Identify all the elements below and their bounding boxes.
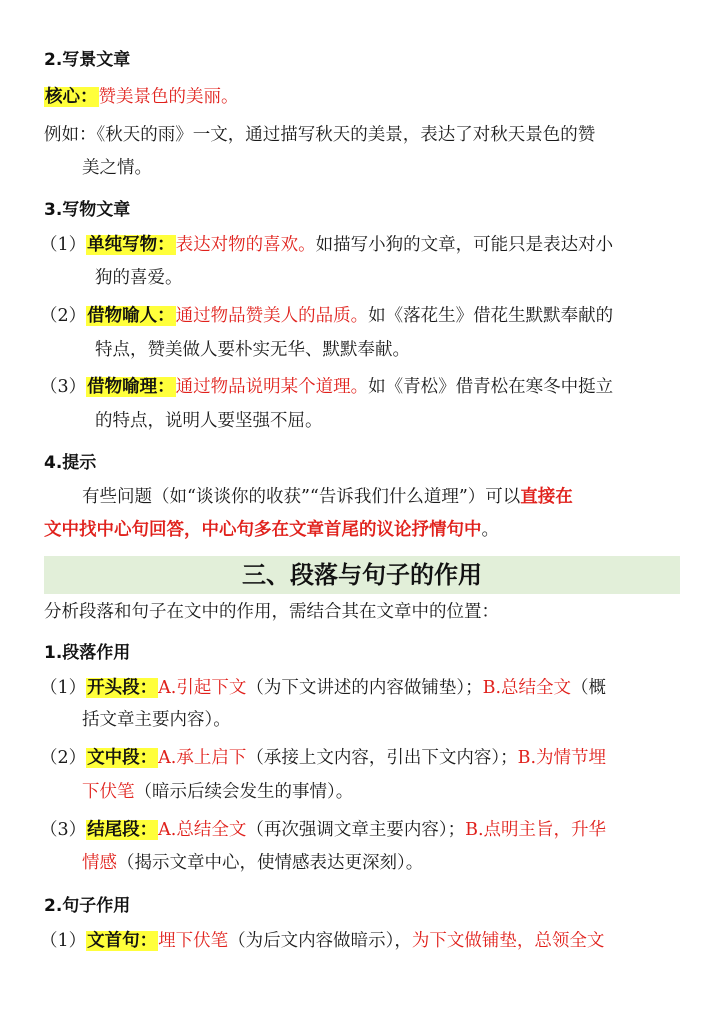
object-item-2	[40, 304, 613, 328]
tip-line-2	[44, 518, 499, 542]
core-label: 核心：	[45, 87, 98, 107]
item-point-b: B.点明主旨，升华	[465, 820, 607, 840]
item-number: （1）	[40, 235, 87, 255]
example-line-1: 例如：《秋天的雨》一文，通过描写秋天的美景，表达了对秋天景色的赞	[44, 125, 596, 145]
paragraph-item-3	[40, 818, 606, 842]
tip-text: 有些问题（如“谈谈你的收获”“告诉我们什么道理”）可以	[82, 487, 521, 507]
item-number: （2）	[40, 748, 87, 768]
item-label: 开头段：	[87, 678, 158, 698]
paragraph-item-1-line-2	[82, 708, 231, 732]
item-red-text: 通过物品赞美人的品质。	[175, 306, 369, 326]
heading-paragraph-function: 1.段落作用	[44, 643, 131, 663]
item-text: （暗示后续会发生的事情）。	[134, 782, 354, 802]
object-item-1	[40, 233, 613, 257]
paragraph-item-2	[40, 746, 606, 770]
item-label: 文首句：	[87, 931, 158, 951]
item-number: （3）	[40, 377, 87, 397]
item-note: （为后文内容做暗示），	[228, 931, 412, 951]
item-text: 如《落花生》借花生默默奉献的	[368, 306, 614, 326]
item-point-b: B.为情节埋	[517, 748, 607, 768]
item-text: 如描写小狗的文章，可能只是表达对小	[315, 235, 614, 255]
item-label: 文中段：	[87, 748, 158, 768]
item-label: 结尾段：	[87, 820, 158, 840]
item-label: 借物喻人：	[87, 306, 175, 326]
heading-sentence-function: 2.句子作用	[44, 896, 131, 916]
item-red-text: 表达对物的喜欢。	[175, 235, 316, 255]
object-item-3-line-2: 的特点，说明人要坚强不屈。	[95, 411, 323, 431]
tip-end: 。	[481, 520, 499, 540]
item-note-a: （承接上文内容，引出下文内容）；	[246, 748, 518, 768]
item-text: （揭示文章中心，使情感表达更深刻）。	[117, 853, 424, 873]
item-label: 单纯写物：	[87, 235, 175, 255]
item-point-a: A.承上启下	[158, 748, 247, 768]
heading-scenery-article: 2.写景文章	[44, 50, 131, 70]
item-note-a: （为下文讲述的内容做铺垫）；	[246, 678, 483, 698]
object-item-2-line-2: 特点，赞美做人要朴实无华、默默奉献。	[95, 340, 410, 360]
item-number: （3）	[40, 820, 87, 840]
item-number: （1）	[40, 678, 87, 698]
item-point-b: B.总结全文	[482, 678, 572, 698]
example-line-2: 美之情。	[82, 158, 152, 178]
item-red-text-1: 埋下伏笔	[158, 931, 229, 951]
item-red-text: 情感	[82, 853, 117, 873]
section-intro: 分析段落和句子在文中的作用，需结合其在文章中的位置：	[44, 602, 499, 622]
item-note-a: （再次强调文章主要内容）；	[246, 820, 466, 840]
item-number: （1）	[40, 931, 87, 951]
item-red-text: 下伏笔	[82, 782, 135, 802]
item-note-b: （概	[571, 678, 607, 698]
section-title: 三、段落与句子的作用	[242, 561, 482, 589]
paragraph-item-2-line-2	[82, 780, 353, 804]
tip-line-1	[82, 485, 573, 509]
heading-object-article: 3.写物文章	[44, 200, 131, 220]
paragraph-item-3-line-2	[82, 851, 423, 875]
core-text: 赞美景色的美丽。	[98, 87, 239, 107]
item-point-a: A.总结全文	[158, 820, 247, 840]
object-item-1-line-2: 狗的喜爱。	[95, 268, 183, 288]
section-title-band	[44, 556, 680, 594]
tip-red-text: 直接在	[520, 487, 573, 507]
object-item-3	[40, 375, 613, 399]
item-red-text: 通过物品说明某个道理。	[175, 377, 369, 397]
item-text: 括文章主要内容）。	[82, 710, 231, 730]
item-point-a: A.引起下文	[158, 678, 247, 698]
item-label: 借物喻理：	[87, 377, 175, 397]
item-red-text-2: 为下文做铺垫，总领全文	[411, 931, 605, 951]
heading-tip: 4.提示	[44, 453, 97, 473]
core-line	[44, 85, 239, 109]
paragraph-item-1	[40, 676, 606, 700]
item-number: （2）	[40, 306, 87, 326]
tip-red-text: 文中找中心句回答，中心句多在文章首尾的议论抒情句中	[44, 520, 482, 540]
sentence-item-1	[40, 929, 604, 953]
item-text: 如《青松》借青松在寒冬中挺立	[368, 377, 614, 397]
